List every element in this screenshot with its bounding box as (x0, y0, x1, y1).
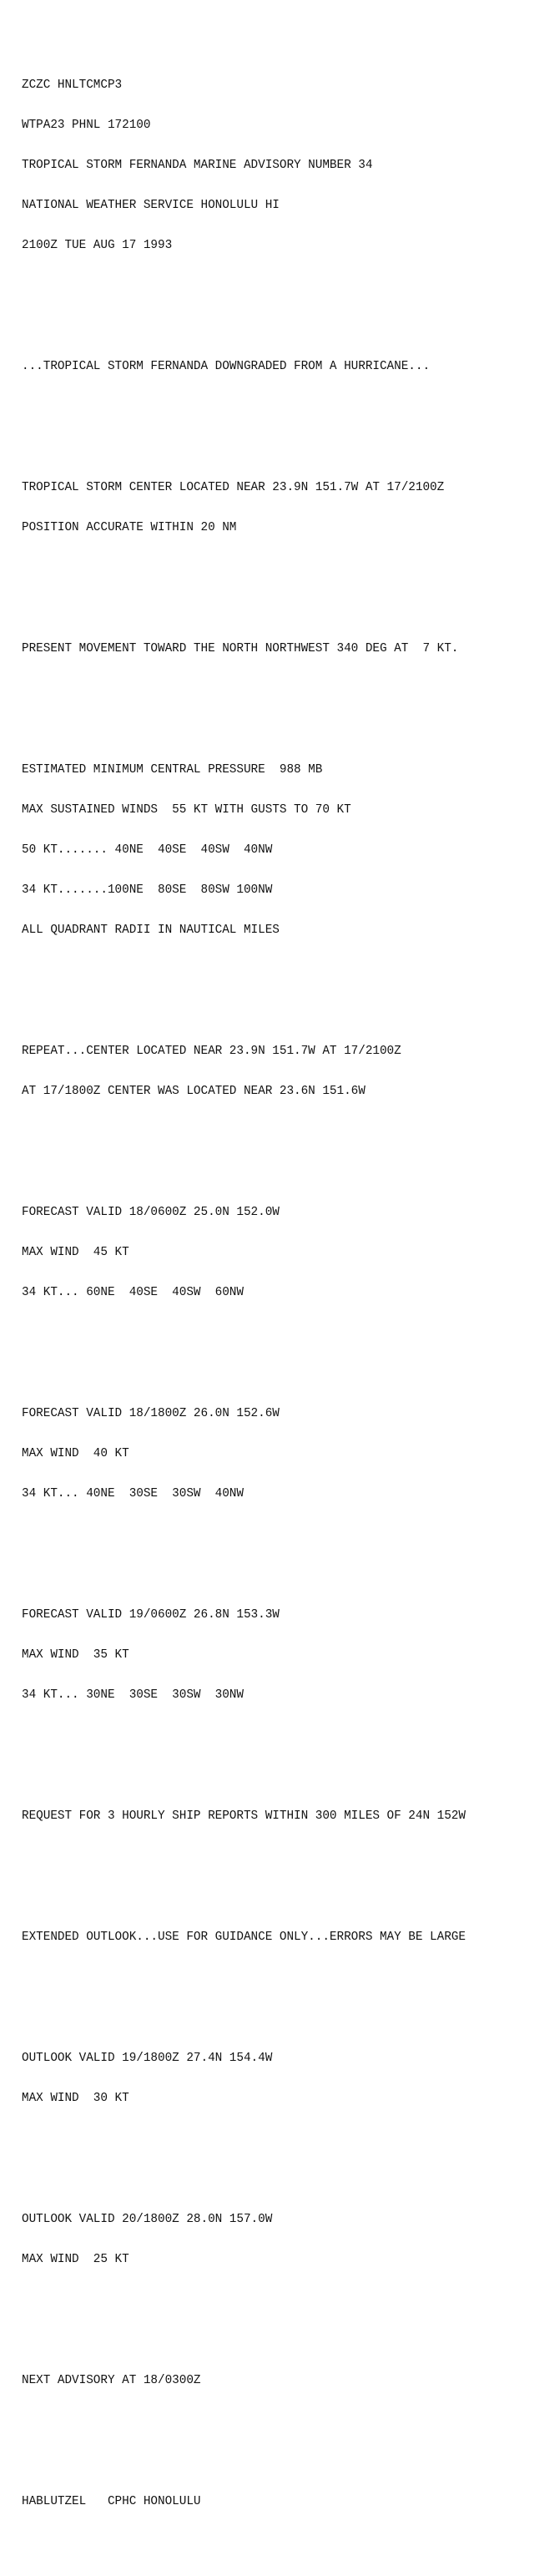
outlook-block-1 (22, 2025, 556, 2132)
forecast-wind-radii: 34 KT... 30NE 30SE 30SW 30NW (22, 1688, 244, 1702)
headline: ...TROPICAL STORM FERNANDA DOWNGRADED FROM A HURRICANE... (22, 360, 431, 373)
position-accuracy: POSITION ACCURATE WITHIN 20 NM (22, 521, 237, 534)
forecaster-signature: HABLUTZEL CPHC HONOLULU (22, 2495, 201, 2508)
forecast-block-2 (22, 1380, 556, 1527)
forecast-wind-radii: 34 KT... 40NE 30SE 30SW 40NW (22, 1487, 244, 1501)
wind-radii-34kt: 34 KT.......100NE 80SE 80SW 100NW (22, 883, 273, 897)
center-location: TROPICAL STORM CENTER LOCATED NEAR 23.9N 151.7W AT 17/2100Z (22, 481, 445, 494)
header-line: ZCZC HNLTCMCP3 (22, 78, 123, 92)
forecast-valid: FORECAST VALID 19/0600Z 26.8N 153.3W (22, 1608, 280, 1622)
extended-outlook-block (22, 1904, 556, 1971)
outlook-block-2 (22, 2186, 556, 2293)
ship-request-block (22, 1783, 556, 1850)
signature-block (22, 2468, 556, 2535)
max-sustained-winds: MAX SUSTAINED WINDS 55 KT WITH GUSTS TO 70 KT (22, 803, 351, 817)
issue-time: 2100Z TUE AUG 17 1993 (22, 239, 173, 252)
forecast-block-1 (22, 1179, 556, 1326)
forecast-max-wind: MAX WIND 45 KT (22, 1246, 129, 1259)
forecast-valid: FORECAST VALID 18/0600Z 25.0N 152.0W (22, 1206, 280, 1219)
center-block (22, 454, 556, 561)
forecast-wind-radii: 34 KT... 60NE 40SE 40SW 60NW (22, 1286, 244, 1299)
intensity-block (22, 736, 556, 964)
marine-advisory-document (22, 12, 556, 2576)
ship-report-request: REQUEST FOR 3 HOURLY SHIP REPORTS WITHIN 300 MILES OF 24N 152W (22, 1809, 466, 1823)
header-line: WTPA23 PHNL 172100 (22, 119, 151, 132)
central-pressure: ESTIMATED MINIMUM CENTRAL PRESSURE 988 MB (22, 763, 323, 777)
outlook-valid: OUTLOOK VALID 20/1800Z 28.0N 157.0W (22, 2213, 273, 2226)
radii-note: ALL QUADRANT RADII IN NAUTICAL MILES (22, 924, 280, 937)
present-movement: PRESENT MOVEMENT TOWARD THE NORTH NORTHWEST 340 DEG AT 7 KT. (22, 642, 459, 655)
issuing-office: NATIONAL WEATHER SERVICE HONOLULU HI (22, 199, 280, 212)
next-advisory: NEXT ADVISORY AT 18/0300Z (22, 2374, 201, 2387)
forecast-max-wind: MAX WIND 35 KT (22, 1648, 129, 1662)
repeat-center: REPEAT...CENTER LOCATED NEAR 23.9N 151.7W AT 17/2100Z (22, 1045, 401, 1058)
forecast-valid: FORECAST VALID 18/1800Z 26.0N 152.6W (22, 1407, 280, 1420)
outlook-max-wind: MAX WIND 30 KT (22, 2092, 129, 2105)
wind-radii-50kt: 50 KT....... 40NE 40SE 40SW 40NW (22, 843, 273, 857)
next-advisory-block (22, 2347, 556, 2414)
forecast-block-3 (22, 1582, 556, 1728)
header-block (22, 52, 556, 279)
advisory-title: TROPICAL STORM FERNANDA MARINE ADVISORY NUMBER 34 (22, 159, 373, 172)
outlook-max-wind: MAX WIND 25 KT (22, 2253, 129, 2266)
outlook-valid: OUTLOOK VALID 19/1800Z 27.4N 154.4W (22, 2052, 273, 2065)
repeat-block (22, 1018, 556, 1125)
forecast-max-wind: MAX WIND 40 KT (22, 1447, 129, 1460)
movement-block (22, 615, 556, 682)
extended-outlook-note: EXTENDED OUTLOOK...USE FOR GUIDANCE ONLY...ERRORS MAY BE LARGE (22, 1931, 466, 1944)
previous-center: AT 17/1800Z CENTER WAS LOCATED NEAR 23.6N 151.6W (22, 1085, 366, 1098)
headline-block (22, 333, 556, 400)
